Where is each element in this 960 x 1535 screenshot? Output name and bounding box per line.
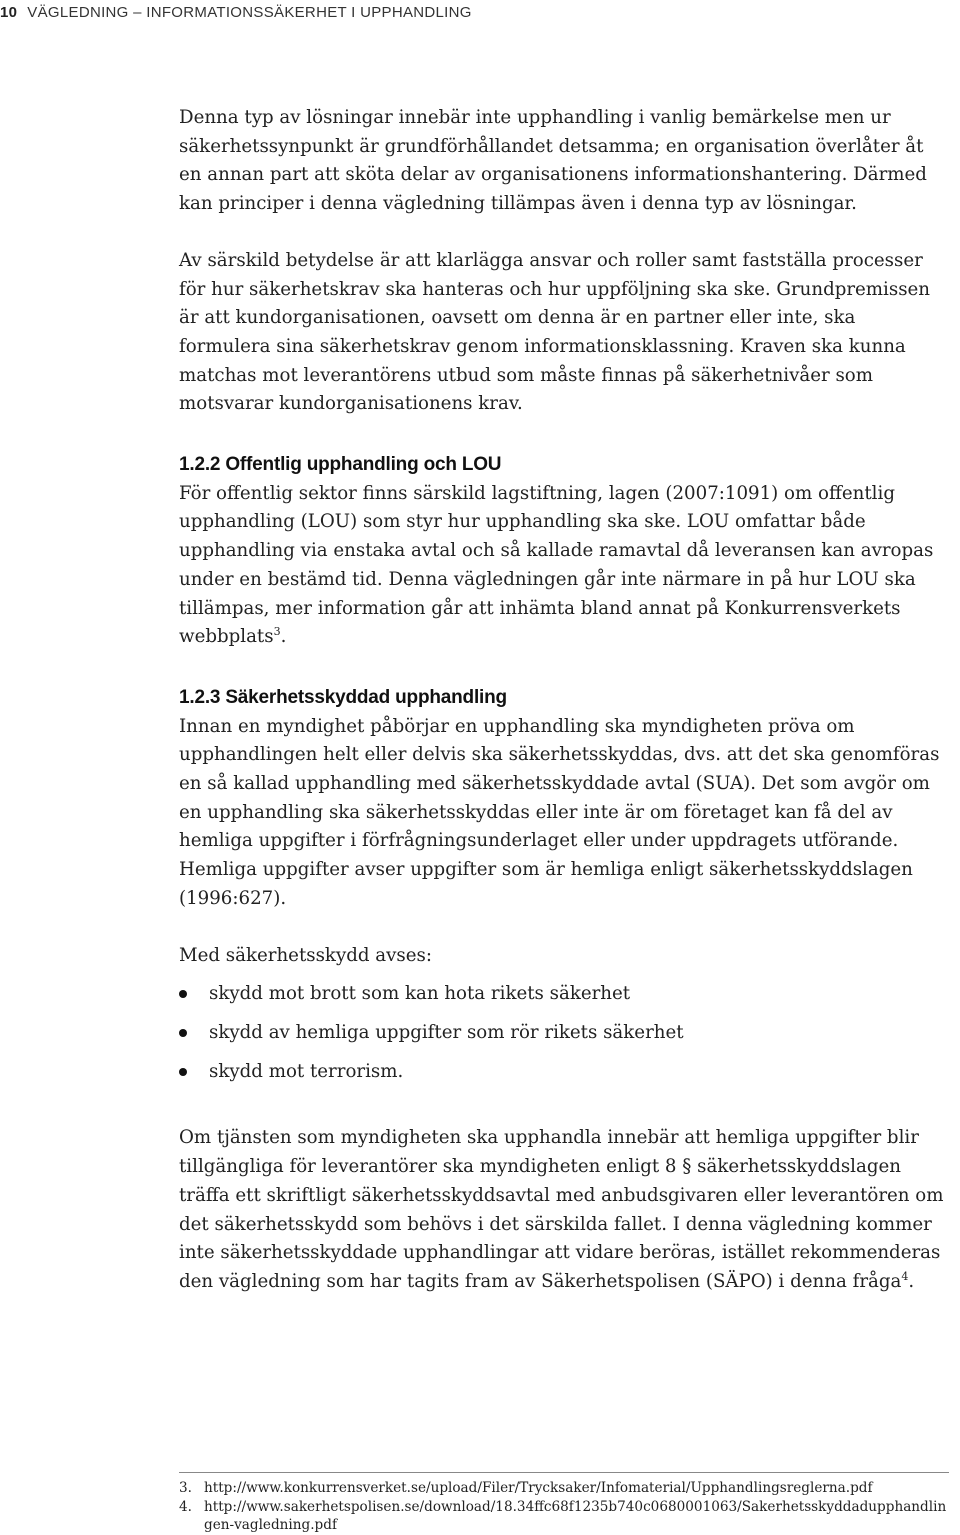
running-header <box>0 4 472 21</box>
running-title: VÄGLEDNING – INFORMATIONSSÄKERHET I UPPHANDLING <box>27 4 472 21</box>
section-body-1-2-2 <box>179 480 949 652</box>
footnotes <box>179 1472 949 1535</box>
footnote-ref[interactable]: 3 <box>273 625 281 639</box>
footnote-link[interactable]: http://www.sakerhetspolisen.se/download/18.34ffc68f1235b740c0680001063/Sakerhetsskyddadupphandlingen-vagledning.pdf <box>204 1498 947 1533</box>
paragraph-closing <box>179 1124 949 1296</box>
list-item: skydd av hemliga uppgifter som rör rikets säkerhet <box>179 1019 949 1048</box>
footnote-number: 4. <box>179 1498 192 1515</box>
closing-text: Om tjänsten som myndigheten ska upphandla innebär att hemliga uppgifter blir tillgängliga för leverantörer ska myndigheten enligt 8 § säkerhetsskyddslagen träffa ett skriftligt säkerhetsskyddsavtal med anbudsgivaren eller leverantören om det säkerhetsskydd som behövs i det särskilda fallet. I denna vägledning kommer inte säkerhetsskyddade upphandlingar att vidare beröras, istället rekommenderas den vägledning som har tagits fram av Säkerhetspolisen (SÄPO) i denna fråga <box>179 1127 944 1292</box>
footnote-3 <box>179 1479 949 1498</box>
footnote-4 <box>179 1498 949 1535</box>
footnote-link[interactable]: http://www.konkurrensverket.se/upload/Filer/Trycksaker/Infomaterial/Upphandlingsreglerna.pdf <box>204 1480 873 1496</box>
page-number: 10 <box>0 4 18 21</box>
section-text: För offentlig sektor finns särskild lagstiftning, lagen (2007:1091) om offentlig upphandling (LOU) som styr hur upphandling ska ske. LOU omfattar både upphandling via enstaka avtal och så kallade ramavtal då leveransen kan avropas under en bestämd tid. Denna vägledningen går inte närmare in på hur LOU ska tillämpas, mer information går att inhämta bland annat på Konkurrensverkets webbplats <box>179 482 934 648</box>
list-intro: Med säkerhetsskydd avses: <box>179 944 432 966</box>
list-item: skydd mot terrorism. <box>179 1058 949 1087</box>
section-heading-1-2-2: 1.2.2 Offentlig upphandling och LOU <box>179 454 502 476</box>
footnote-number: 3. <box>179 1480 192 1496</box>
sentence-end: . <box>280 626 287 648</box>
section-heading-1-2-3: 1.2.3 Säkerhetsskyddad upphandling <box>179 686 507 708</box>
bullet-icon <box>179 990 187 998</box>
bullet-icon <box>179 1068 187 1076</box>
paragraph-intro: Denna typ av lösningar innebär inte upphandling i vanlig bemärkelse men ur säkerhetssynpunkt är grundförhållandet detsamma; en organisation överlåter åt en annan part att sköta delar av organisationens informationshantering. Därmed kan principer i denna vägledning tillämpas även i denna typ av lösningar. <box>179 107 927 215</box>
list-item: skydd mot brott som kan hota rikets säkerhet <box>179 980 949 1009</box>
sentence-end: . <box>908 1270 915 1292</box>
footnote-ref[interactable]: 4 <box>901 1269 909 1283</box>
bullet-icon <box>179 1029 187 1037</box>
section-body-1-2-3: Innan en myndighet påbörjar en upphandling ska myndigheten pröva om upphandlingen helt eller delvis ska säkerhetsskyddas, dvs. att det ska genomföras en så kallad upphandling med säkerhetsskyddade avtal (SUA). Det som avgör om en upphandling ska säkerhetsskyddas eller inte är om företaget kan få del av hemliga uppgifter i förfrågningsunderlaget eller under uppdragets utförande. Hemliga uppgifter avser uppgifter som är hemliga enligt säkerhetsskyddslagen (1996:627). <box>179 715 940 909</box>
paragraph-roles: Av särskild betydelse är att klarlägga ansvar och roller samt fastställa processer för hur säkerhetskrav ska hanteras och hur uppföljning ska ske. Grundpremissen är att kundorganisationen, oavsett om denna är en partner eller inte, ska formulera sina säkerhetskrav genom informationsklassning. Kraven ska kunna matchas mot leverantörens utbud som måste finnas på säkerhetnivåer som motsvarar kundorganisationens krav. <box>179 249 931 415</box>
bullet-list <box>179 980 949 1086</box>
main-content <box>179 104 949 1297</box>
